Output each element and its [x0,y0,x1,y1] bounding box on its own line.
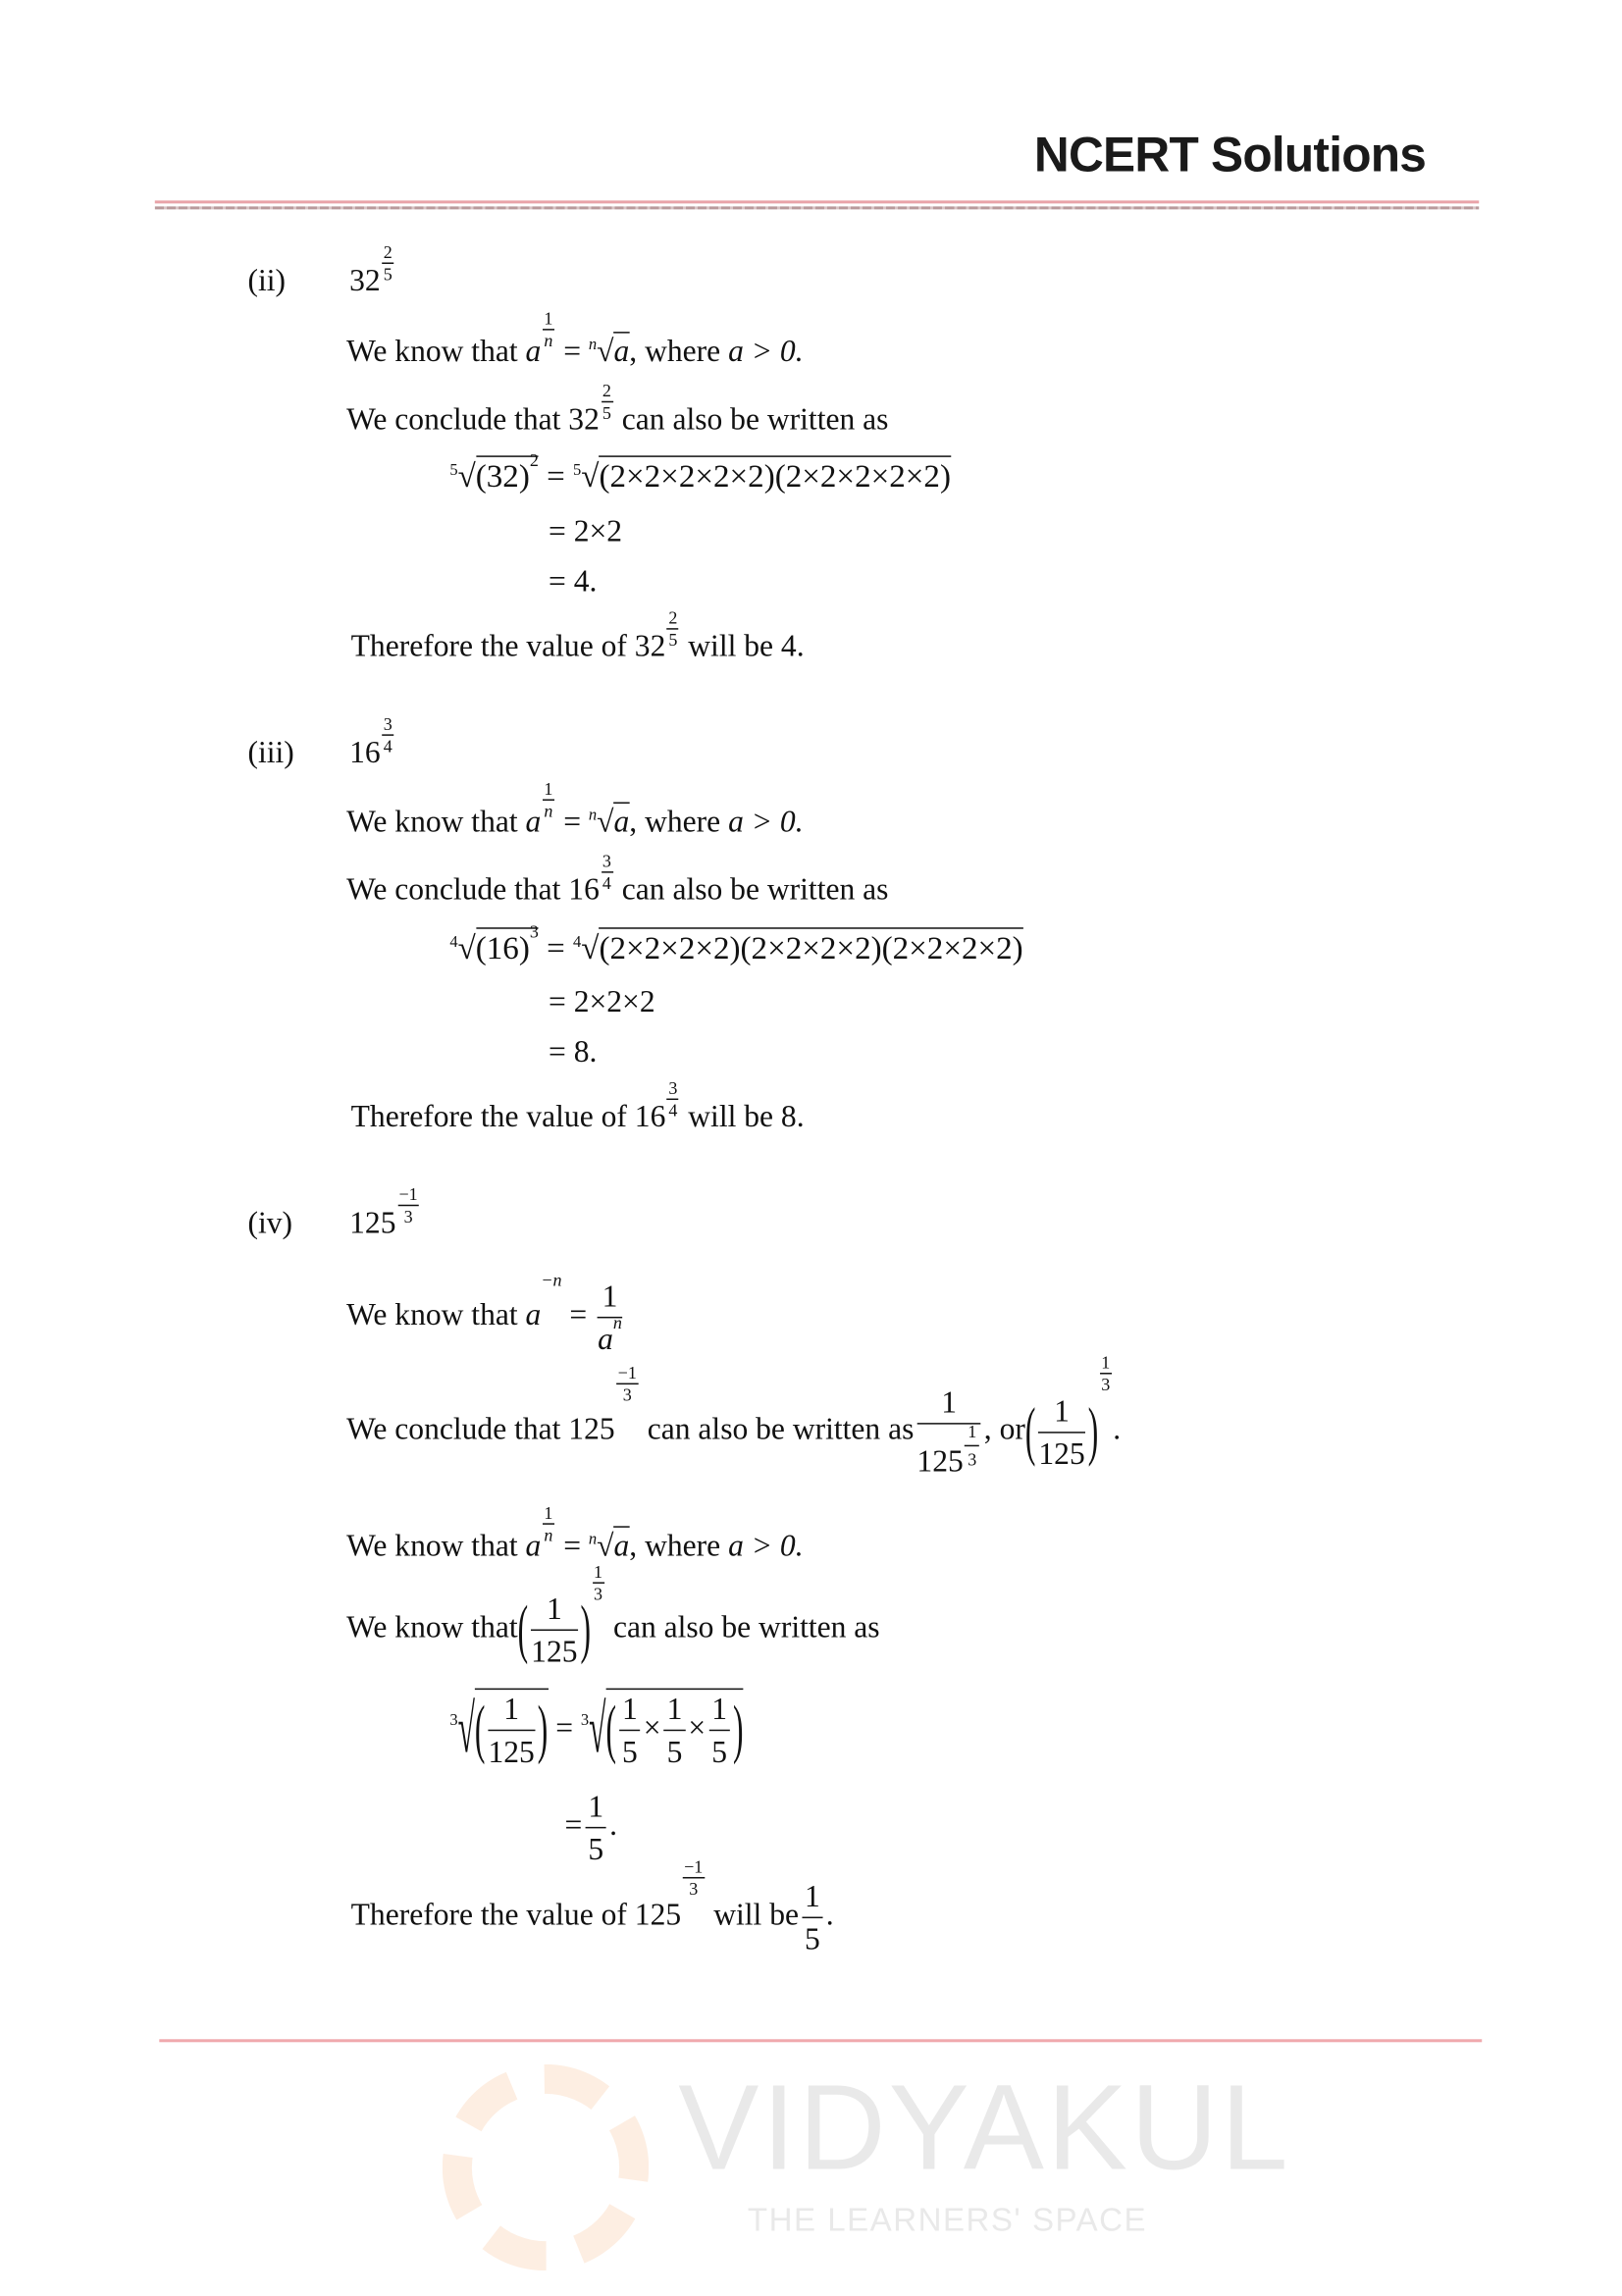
numerator: 1 [1038,1394,1084,1433]
exp-den: n [544,330,553,351]
root-index: n [588,806,598,825]
root-index: 3 [449,1712,458,1731]
eq: = [564,1806,583,1843]
text: can also be written as [612,1609,880,1645]
text: We conclude that [346,1411,561,1447]
eq: = [569,1296,588,1332]
rule-statement [346,778,804,842]
base: 16 [568,871,600,908]
part-label: (ii) [247,262,287,298]
text: can also be written as [647,1411,915,1447]
exp-num: −1 [398,1183,418,1205]
exp-den: 3 [403,1206,413,1227]
fraction [488,1693,534,1768]
var: a [525,333,542,369]
eq: = [563,803,582,840]
radicand-text: (16) [475,928,530,966]
denominator [598,1312,622,1357]
exponent [382,715,393,756]
watermark-logo [443,2057,1291,2285]
radicand [605,1689,743,1768]
part-label: (iii) [247,734,294,770]
root-index: 5 [449,461,458,480]
fraction [1038,1394,1084,1470]
text: will be 8. [688,1098,805,1134]
numerator: 1 [916,1386,980,1425]
text: We know that [346,1609,518,1645]
power: n [612,1312,622,1333]
var: a [525,1296,542,1332]
base: 125 [349,1204,396,1240]
numerator: 1 [802,1880,823,1918]
header-divider-dotted [155,206,1479,209]
power: −n [541,1269,562,1290]
exp-num: 1 [965,1423,979,1446]
exp-num: 2 [383,241,392,263]
exp-den: n [544,1524,553,1545]
rewrite-line [346,1561,880,1670]
exp-den: 5 [668,629,678,651]
radicand-text: (32) [475,456,530,495]
condition: a > 0. [728,1527,804,1563]
result-line [350,1077,805,1142]
radical-step [449,1689,743,1768]
root-index: 4 [449,933,458,952]
numerator: 1 [585,1790,606,1828]
base: 32 [634,628,666,664]
radical: $^n$√a [588,333,630,369]
power: 3 [529,921,539,943]
base: 32 [568,400,600,437]
exponent [667,609,679,650]
fraction [708,1693,730,1768]
denominator: 5 [622,1734,638,1770]
watermark-brand: VIDYAKUL [678,2061,1291,2196]
var: a [525,803,542,840]
radical: $^5√(32)^2$ [449,449,539,495]
fraction [802,1880,823,1956]
radicand: a [613,1527,630,1563]
root-index: n [588,1530,598,1548]
exp-num: 1 [544,778,553,800]
base: 16 [349,734,381,770]
fraction [585,1790,606,1865]
base: 125 [634,1897,682,1933]
text: , or [983,1411,1025,1447]
radicand: a [613,333,630,369]
exp-num: −1 [617,1362,637,1383]
base: 32 [349,262,381,298]
exp-num: 2 [602,380,611,401]
eq: = [555,1709,573,1746]
text: can also be written as [621,400,889,437]
numerator: 1 [598,1279,622,1318]
denominator: 125 [488,1734,535,1770]
problem-expression [349,713,395,777]
header-title: NCERT Solutions [1033,127,1427,182]
text: We know that [346,1527,518,1563]
text: Therefore the value of [350,1897,627,1933]
exp-num: 3 [668,1077,678,1099]
text: will be [713,1897,800,1933]
power: 2 [529,449,539,471]
radical [581,1689,744,1768]
root-index: 4 [573,933,582,952]
times: × [688,1709,706,1746]
text: will be 4. [688,628,805,664]
problem-expression [349,241,395,305]
eq: = [563,333,582,369]
paren: ( [517,1591,529,1666]
exp-den: 4 [668,1100,678,1122]
var: a [525,1527,542,1563]
paren: ) [732,1692,744,1766]
text: , where [629,803,721,840]
base: 16 [634,1098,666,1134]
problem-expression [349,1183,421,1248]
exp-den: n [544,800,553,822]
step: = 2×2 [549,512,623,549]
radical-step [449,449,951,495]
conclusion-line [346,1352,1122,1491]
paren: ) [1087,1393,1099,1468]
text: . [609,1806,618,1843]
text: . [1113,1411,1122,1447]
header-divider [155,200,1479,203]
numerator: 1 [531,1592,577,1631]
exp-den: 3 [622,1384,632,1406]
step: = 8. [549,1033,598,1070]
watermark-tagline: THE LEARNERS' SPACE [747,2201,1148,2239]
denominator: 5 [805,1921,820,1957]
radical: $^5$√(2×2×2×2×2)(2×2×2×2×2) [573,456,951,495]
exponent [397,1185,419,1226]
exponent [616,1364,638,1404]
denominator: 5 [588,1831,604,1867]
numerator: 1 [488,1693,534,1731]
exponent [543,1504,554,1544]
radicand [475,449,539,495]
footer-divider [159,2039,1482,2042]
step: = 4. [549,563,598,600]
exp-num: 3 [383,713,392,735]
result-line [350,1855,834,1957]
radical: $^n$√a [588,803,630,840]
radicand: (2×2×2×2×2)(2×2×2×2×2) [599,456,951,495]
result-line [350,607,805,671]
conclusion-line [346,851,889,914]
negative-exponent-rule [346,1269,625,1357]
step: = 2×2×2 [549,983,655,1019]
step [565,1790,617,1865]
denominator: 125 [1038,1435,1085,1472]
eq: = [547,456,565,495]
exp-den: 3 [594,1583,603,1604]
paren: ( [1024,1393,1036,1468]
denominator: 125 [531,1634,578,1670]
base: 125 [916,1443,964,1480]
text: can also be written as [621,871,889,908]
exponent [382,243,393,284]
exp-den: 3 [1101,1374,1111,1395]
exp-den: 5 [602,402,611,424]
rule-statement [346,1502,804,1566]
numerator: 1 [664,1693,686,1731]
exponent [543,310,554,350]
text: , where [629,333,721,369]
paren: ) [537,1692,549,1766]
fraction [664,1693,686,1768]
exp-num: 3 [602,851,611,872]
exp-den: 5 [383,263,392,286]
exponent [543,780,554,820]
conclusion-line [346,380,889,444]
root-index: 3 [580,1712,590,1731]
radical: $^n$√a [588,1527,630,1563]
base: 125 [568,1411,615,1447]
paren: ( [474,1692,486,1766]
exponent [667,1079,679,1120]
gear-icon [443,2064,649,2270]
exp-den: 4 [383,735,392,757]
radical [449,1689,548,1768]
exponent [683,1857,705,1898]
exp-num: 2 [668,607,678,629]
text: We conclude that [346,871,561,908]
fraction [598,1279,622,1355]
exp-num: 1 [1101,1352,1111,1374]
numerator: 1 [619,1693,641,1731]
text: We know that [346,1296,518,1332]
radical-sign: √ [457,1690,475,1768]
exp-num: 1 [544,1502,553,1524]
exp-den: 3 [689,1878,699,1900]
exponent [965,1423,979,1469]
numerator: 1 [708,1693,730,1731]
text: Therefore the value of [350,1098,627,1134]
radicand: (2×2×2×2)(2×2×2×2)(2×2×2×2) [599,928,1023,966]
var: a [598,1321,613,1357]
text: , where [629,1527,721,1563]
denominator [916,1421,980,1491]
denominator: 5 [711,1734,727,1770]
exponent [601,382,612,422]
exp-den: 4 [602,872,611,894]
rule-statement [346,308,804,372]
text: We know that [346,333,518,369]
exponent [601,853,612,893]
text: Therefore the value of [350,628,627,664]
exp-num: 1 [544,308,553,330]
eq: = [547,928,565,966]
condition: a > 0. [728,803,804,840]
paren: ) [580,1591,592,1666]
text: We conclude that [346,400,561,437]
fraction [916,1386,980,1491]
radical: $^4$√(2×2×2×2)(2×2×2×2)(2×2×2×2) [573,928,1023,966]
exponent [1100,1354,1112,1394]
radicand: a [613,803,630,840]
part-label: (iv) [247,1204,293,1240]
root-index: 5 [573,461,582,480]
radicand [475,921,539,966]
fraction [619,1693,641,1768]
paren: ( [605,1692,617,1766]
fraction [531,1592,577,1668]
text: We know that [346,803,518,840]
radicand [475,1689,548,1768]
exp-num: 1 [594,1561,603,1583]
radical-sign: √ [589,1690,606,1768]
denominator: 5 [666,1734,683,1770]
text: . [825,1897,834,1933]
exponent [593,1563,604,1603]
exp-num: −1 [684,1855,704,1877]
root-index: n [588,336,598,354]
condition: a > 0. [728,333,804,369]
eq: = [563,1527,582,1563]
exp-den: 3 [968,1449,977,1471]
radical: $^4√(16)^3$ [449,921,539,966]
times: × [643,1709,661,1746]
radical-step [449,921,1023,966]
